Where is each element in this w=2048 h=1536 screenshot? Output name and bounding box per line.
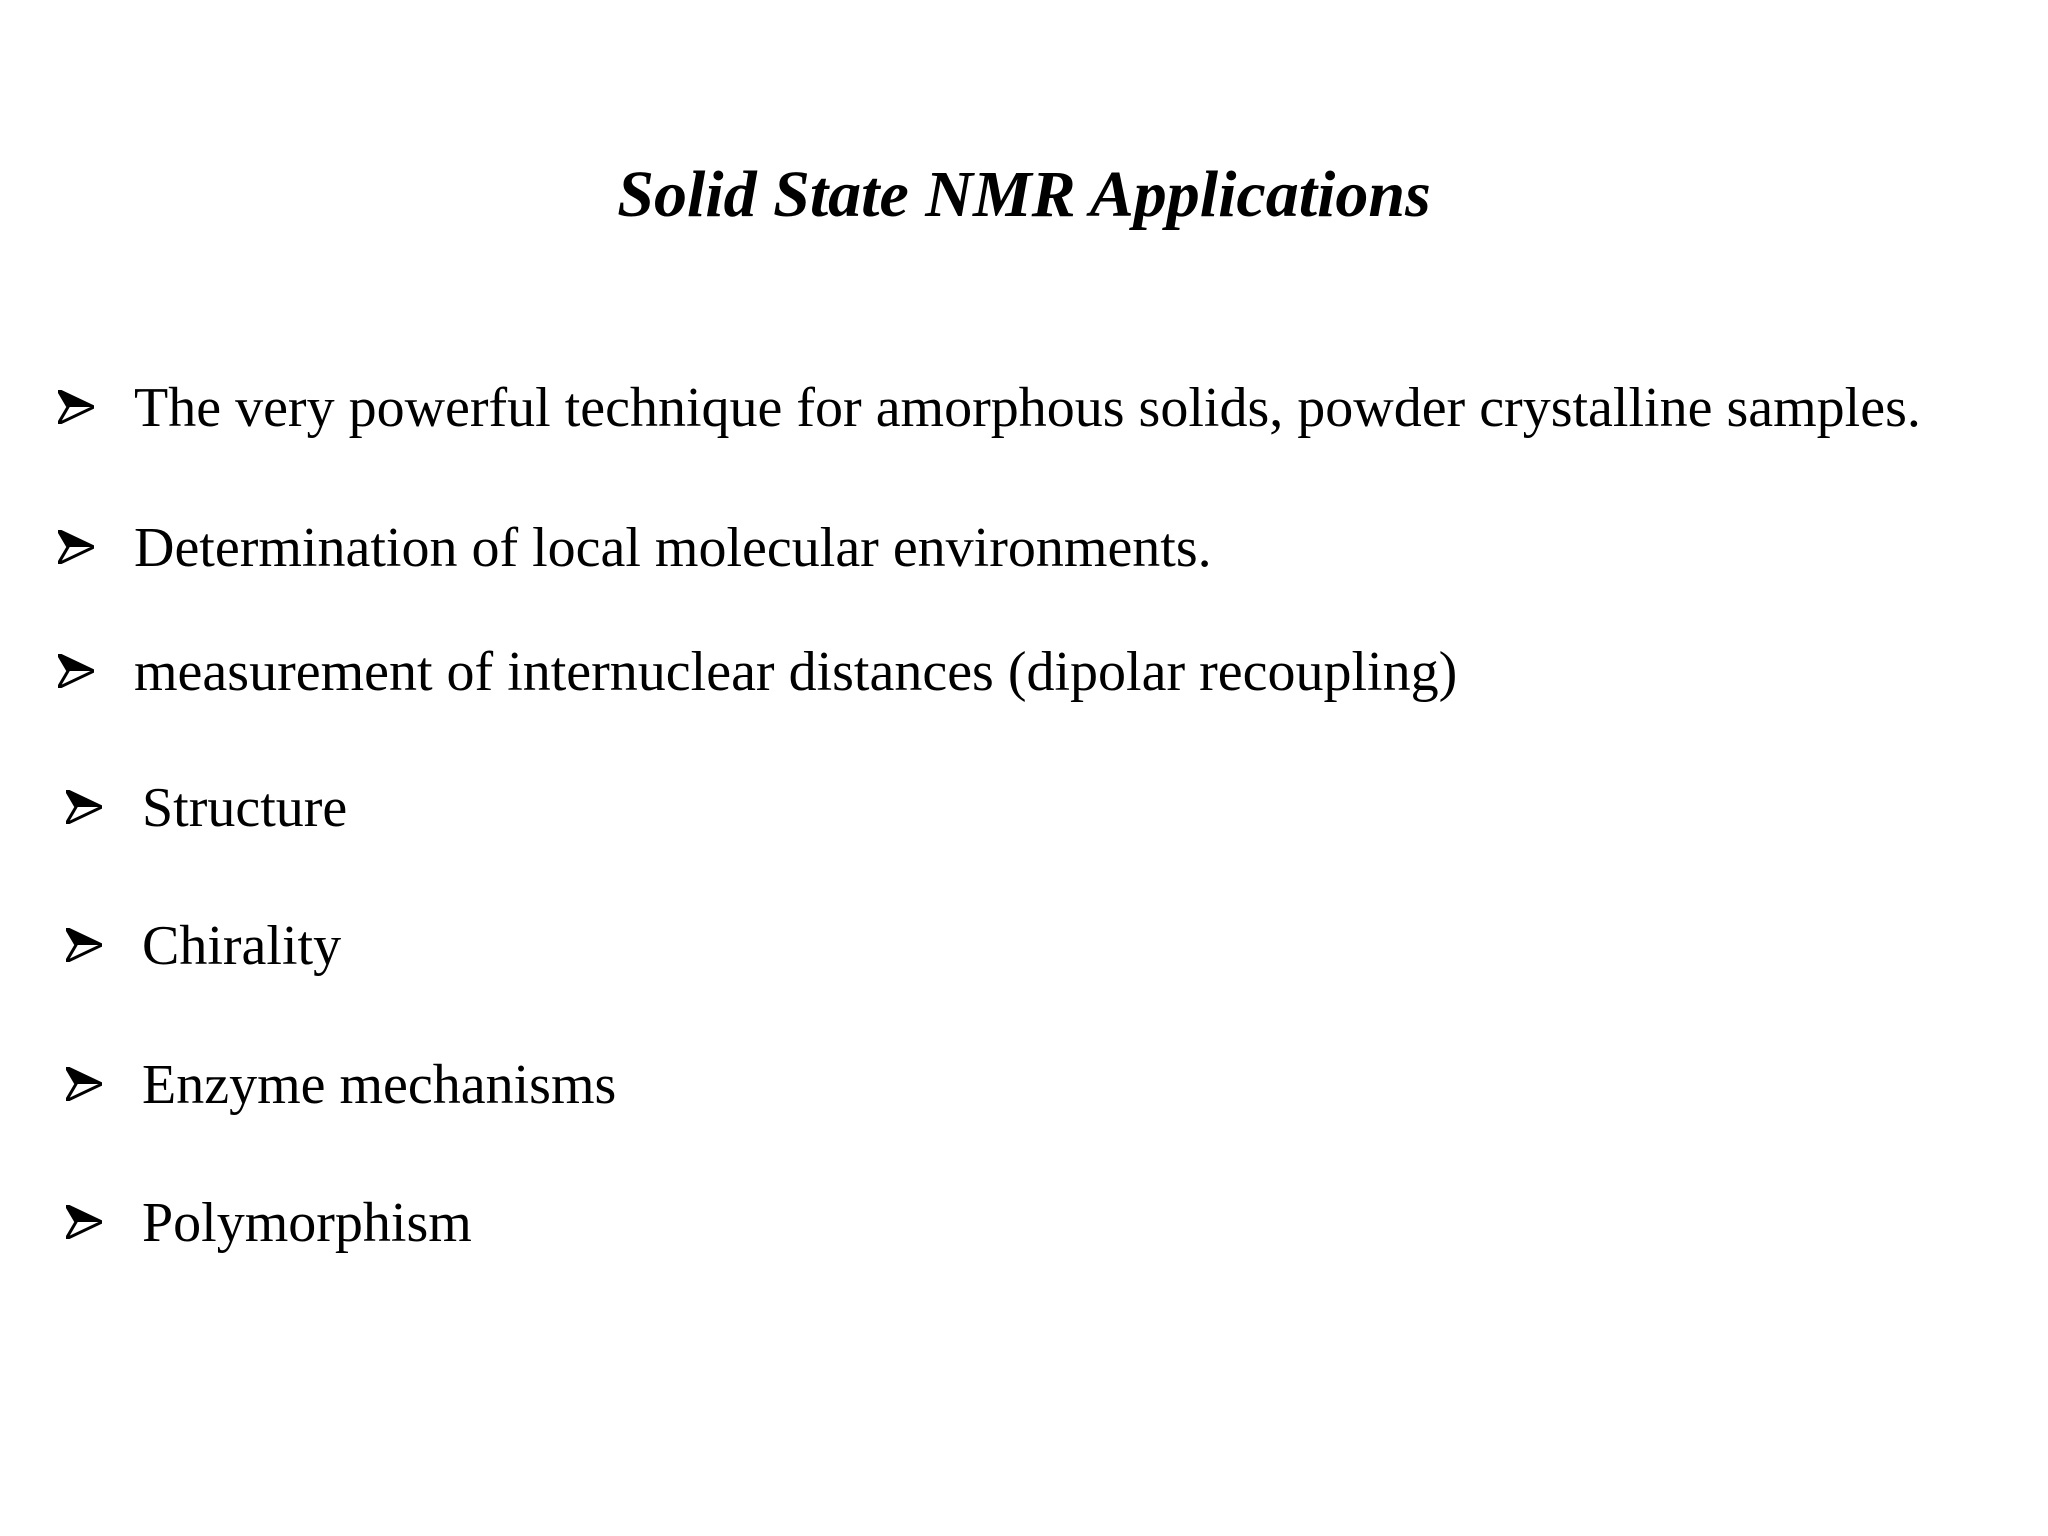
slide-title: Solid State NMR Applications — [617, 158, 1431, 231]
bullet-item — [0, 1183, 2048, 1263]
arrowhead-bullet-icon — [58, 654, 94, 688]
arrowhead-bullet-icon — [66, 928, 102, 962]
bullet-text: Structure — [142, 777, 348, 839]
bullet-item — [0, 768, 2048, 848]
bullet-text: measurement of internuclear distances (dipolar recoupling) — [134, 641, 1458, 703]
bullet-item — [0, 508, 2048, 588]
bullet-item — [0, 632, 2048, 712]
arrowhead-bullet-icon — [58, 390, 94, 424]
bullet-item — [0, 906, 2048, 986]
bullet-text: Chirality — [142, 915, 342, 977]
bullet-text: Determination of local molecular environments. — [134, 517, 1212, 579]
bullet-text: Enzyme mechanisms — [142, 1054, 617, 1116]
arrowhead-bullet-icon — [66, 1205, 102, 1239]
arrowhead-bullet-icon — [58, 530, 94, 564]
bullet-text: The very powerful technique for amorphous solids, powder crystalline samples. — [134, 377, 1921, 439]
arrowhead-bullet-icon — [66, 790, 102, 824]
bullet-item — [0, 1045, 2048, 1125]
arrowhead-bullet-icon — [66, 1067, 102, 1101]
bullet-text: Polymorphism — [142, 1192, 472, 1254]
bullet-item — [0, 368, 2048, 448]
